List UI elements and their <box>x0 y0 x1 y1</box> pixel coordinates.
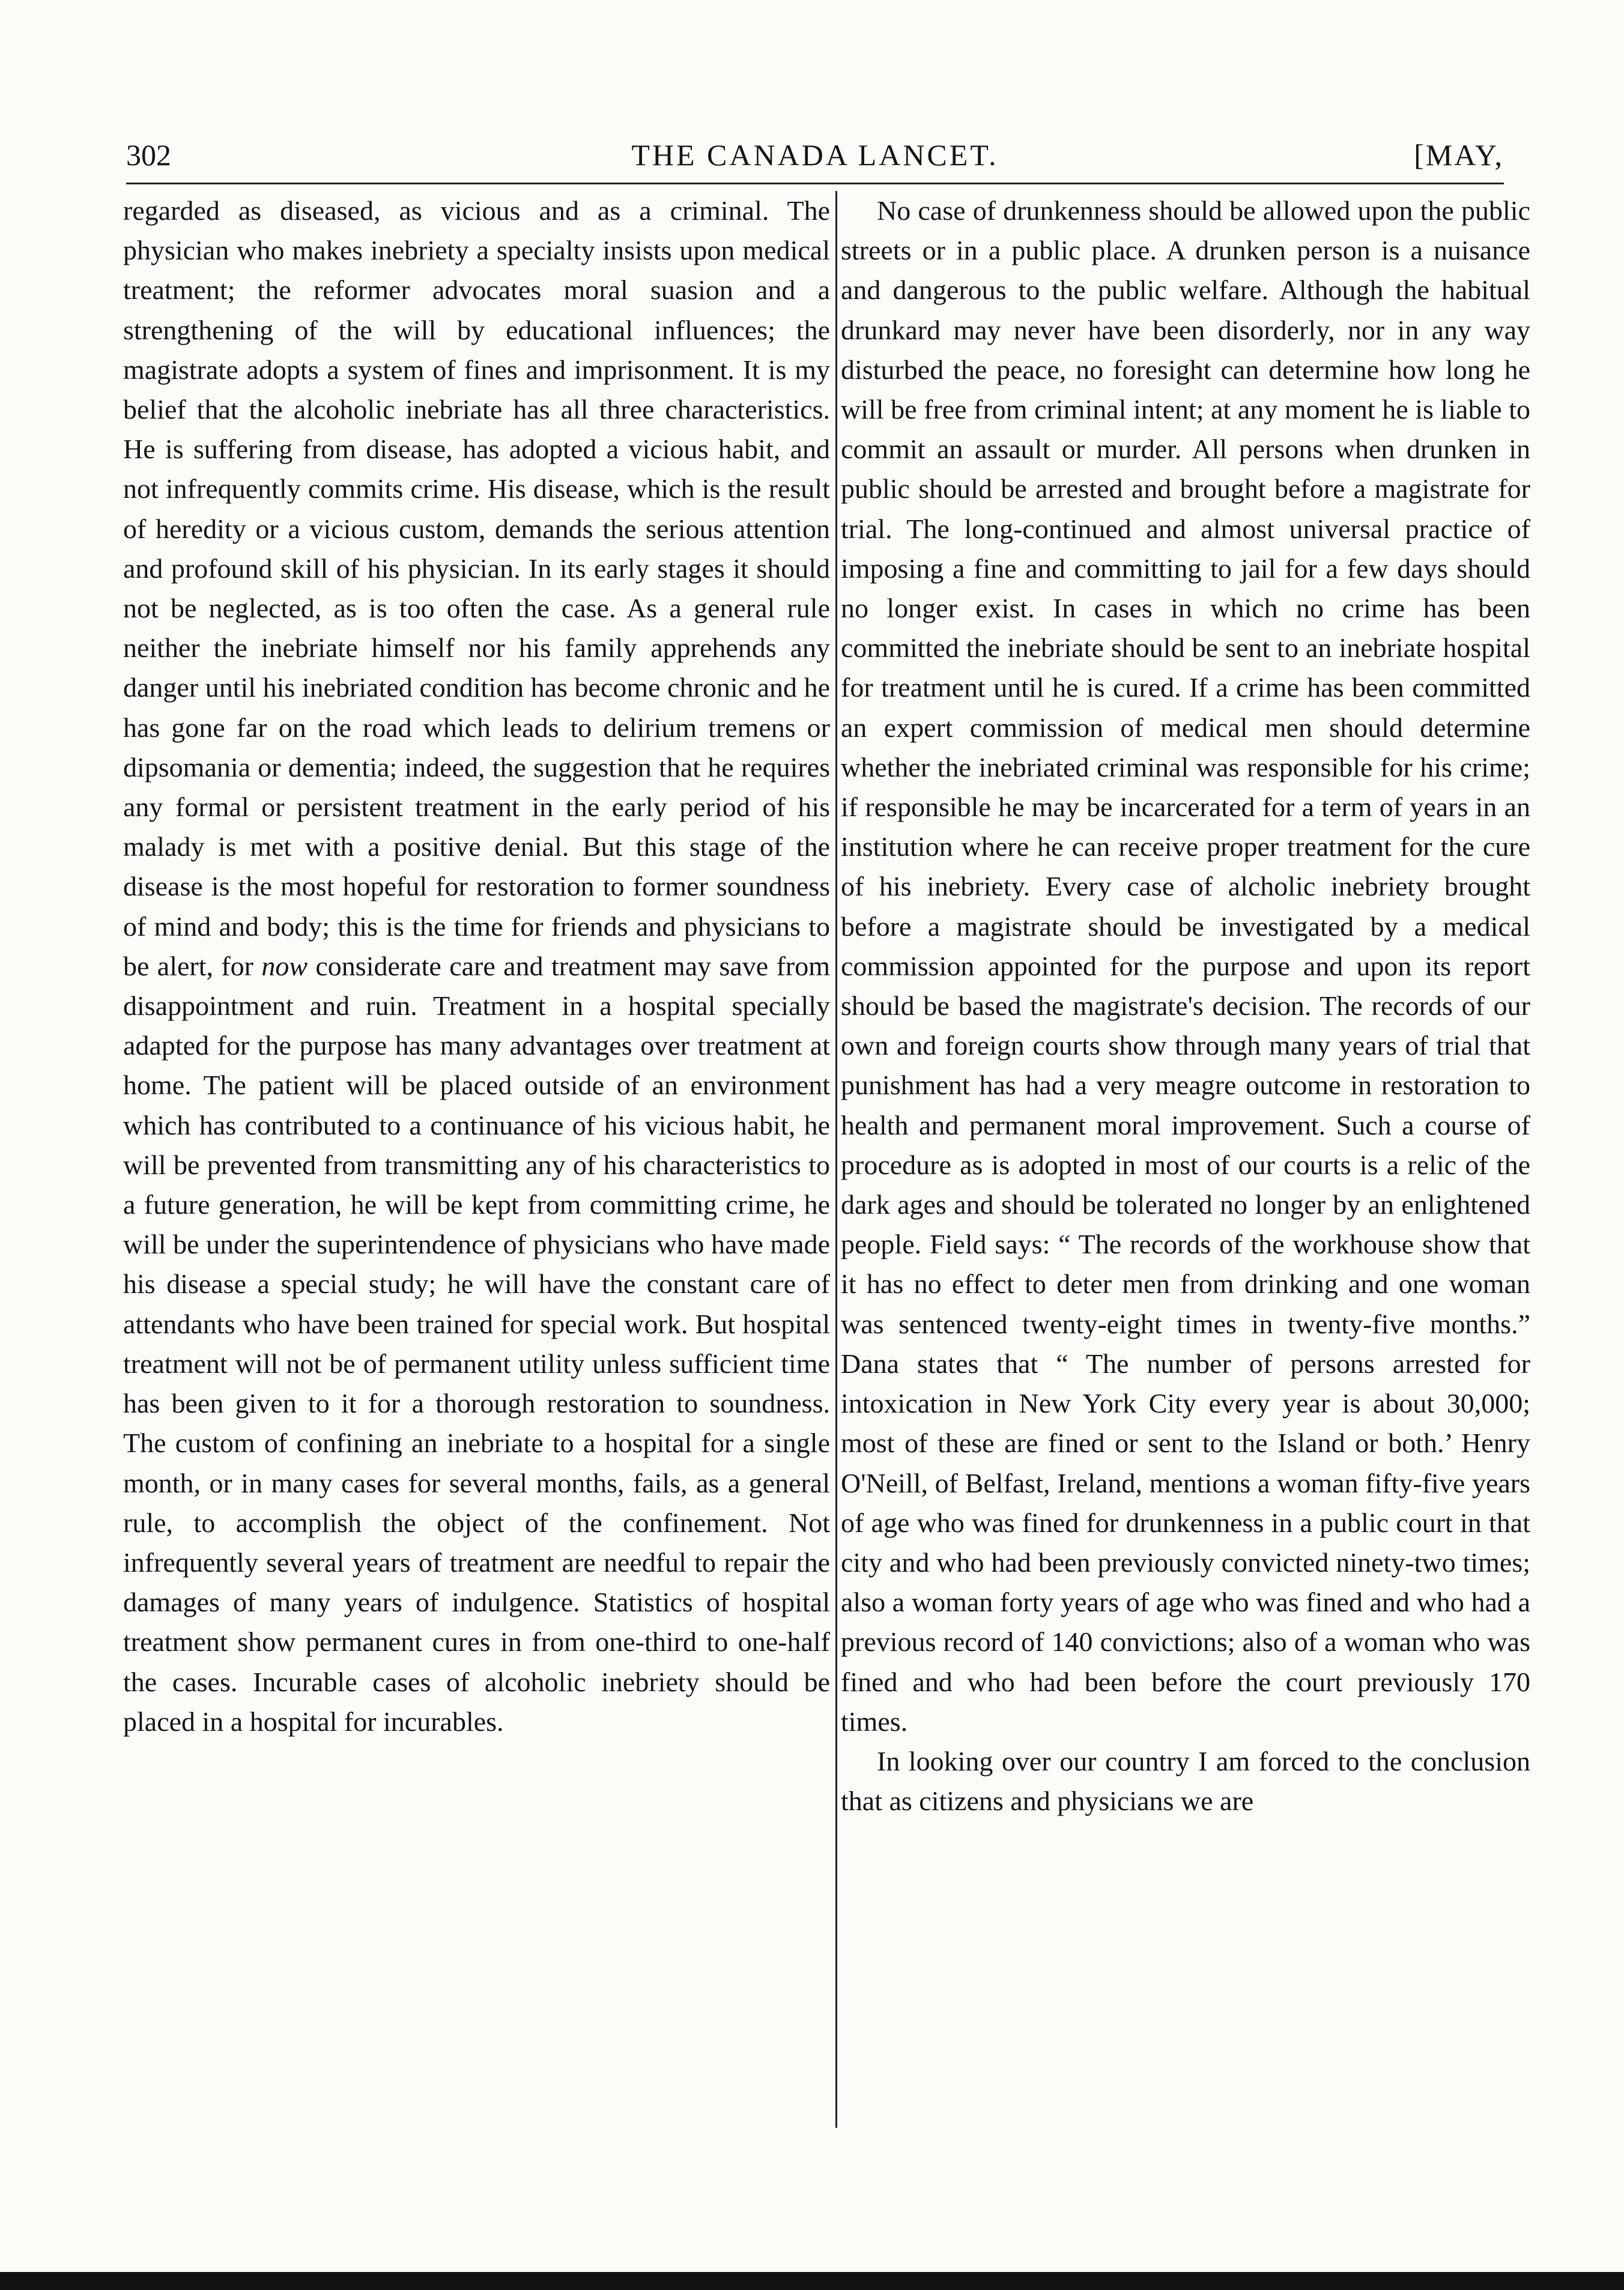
page-number: 302 <box>126 138 171 172</box>
left-paragraph-1-continuation: considerate care and treatment may save from disappointment and ruin. Treatment in a hospital specially adapted for the purpose has many advantages over treatment at home. The patient will be placed outside of an environment which has contributed to a continuance of his vicious habit, he will be prevented from transmitting any of his characteristics to a future generation, he will be kept from committing crime, he will be under the superintendence of physicians who have made his disease a special study; he will have the constant care of attendants who have been trained for special work. But hospital treatment will not be of permanent utility unless sufficient time has been given to it for a thorough restoration to soundness. The custom of confining an inebriate to a hospital for a single month, or in many cases for several months, fails, as a general rule, to accomplish the object of the confinement. Not infrequently several years of treatment are needful to repair the damages of many years of indulgence. Statistics of hospital treatment show permanent cures in from one-third to one-half the cases. Incurable cases of alcoholic inebriety should be placed in a hospital for incurables. <box>123 950 830 1737</box>
scan-bottom-edge <box>0 2272 1624 2290</box>
header-rule <box>126 183 1504 184</box>
left-paragraph-1 <box>123 191 830 1742</box>
journal-title: THE CANADA LANCET. <box>631 138 999 172</box>
right-paragraph-1: No case of drunkenness should be allowed upon the public streets or in a public place. A drunken person is a nuisance and dangerous to the public welfare. Although the habitual drunkard may never have been disorderly, nor in any way disturbed the peace, no foresight can determine how long he will be free from criminal intent; at any moment he is liable to commit an assault or murder. All persons when drunken in public should be arrested and brought before a magistrate for trial. The long-continued and almost universal practice of imposing a fine and committing to jail for a few days should no longer exist. In cases in which no crime has been committed the inebriate should be sent to an inebriate hospital for treatment until he is cured. If a crime has been committed an expert commission of medical men should determine whether the inebriated criminal was responsible for his crime; if responsible he may be incarcerated for a term of years in an institution where he can receive proper treatment for the cure of his inebriety. Every case of alcholic inebriety brought before a magistrate should be investigated by a medical commission appointed for the purpose and upon its report should be based the magistrate's decision. The records of our own and foreign courts show through many years of trial that punishment has had a very meagre outcome in restoration to health and permanent moral improvement. Such a course of procedure as is adopted in most of our courts is a relic of the dark ages and should be tolerated no longer by an enlightened people. Field says: “ The records of the workhouse show that it has no effect to deter men from drinking and one woman was sentenced twenty-eight times in twenty-five months.” Dana states that “ The number of persons arrested for intoxication in New York City every year is about 30,000; most of these are fined or sent to the Island or both.’ Henry O'Neill, of Belfast, Ireland, mentions a woman fifty-five years of age who was fined for drunkenness in a public court in that city and who had been previously convicted ninety-two times; also a woman forty years of age who was fined and who had a previous record of 140 convictions; also of a woman who was fined and who had been before the court previously 170 times. <box>841 195 1530 1737</box>
column-divider <box>835 191 837 2128</box>
left-column <box>123 191 830 1742</box>
right-column <box>841 191 1530 1821</box>
issue-month: [MAY, <box>1414 138 1504 172</box>
right-paragraph-2: In looking over our country I am forced to the conclusion that as citizens and physicians we are <box>841 1745 1530 1817</box>
emphasis-now: now <box>261 950 308 981</box>
left-paragraph-1-text: regarded as diseased, as vicious and as a criminal. The physician who makes inebriety a specialty insists upon medical treatment; the reformer advocates moral suasion and a strengthening of the will by educational influences; the magistrate adopts a system of fines and imprisonment. It is my belief that the alcoholic inebriate has all three characteristics. He is suffering from disease, has adopted a vicious habit, and not infrequently commits crime. His disease, which is the result of heredity or a vicious custom, demands the serious attention and profound skill of his physician. In its early stages it should not be neglected, as is too often the case. As a general rule neither the inebriate himself nor his family apprehends any danger until his inebriated condition has become chronic and he has gone far on the road which leads to delirium tremens or dipsomania or dementia; indeed, the suggestion that he requires any formal or persistent treatment in the early period of his malady is met with a positive denial. But this stage of the disease is the most hopeful for restoration to former soundness of mind and body; this is the time for friends and physicians to be alert, for <box>123 195 830 981</box>
page-header <box>126 131 1504 179</box>
